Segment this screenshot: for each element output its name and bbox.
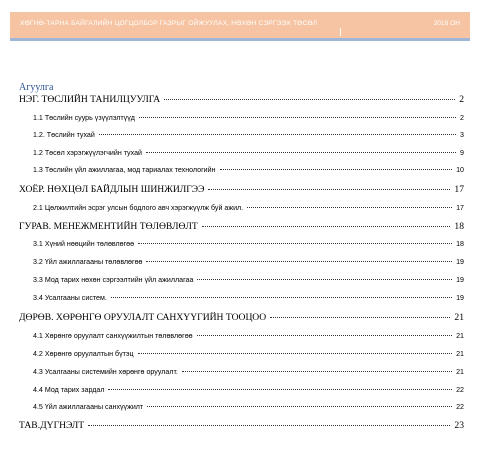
toc-entry-title: 3.3 Мод тарих нөхөн сэргээлтийн үйл ажиллагаа [33, 276, 194, 284]
toc-entry-1-2b[interactable] [33, 149, 464, 157]
dot-leader [138, 243, 452, 244]
toc-entry-4-4[interactable] [33, 386, 464, 394]
toc-entry-page: 3 [460, 131, 464, 139]
toc-entry-2-1[interactable] [33, 204, 464, 212]
toc-entry-page: 21 [456, 368, 464, 376]
toc-entry-title: 1.2 Төсөл хэрэгжүүлэгчийн тухай [33, 149, 142, 157]
toc-entry-3-4[interactable] [33, 294, 464, 302]
toc-entry-1-3[interactable] [33, 166, 464, 174]
toc-entry-title: 4.2 Хөрөнгө оруулалтын бүтэц [33, 350, 134, 358]
toc-entry-page: 19 [456, 258, 464, 266]
toc-entry-title: 3.1 Хүний нөөцийн төлөвлөгөө [33, 240, 135, 248]
toc-entry-title: ГУРАВ. МЕНЕЖМЕНТИЙН ТӨЛӨВЛӨЛТ [19, 221, 198, 232]
toc-entry-page: 22 [456, 403, 464, 411]
header-title: ХӨГНӨ-ТАРНА БАЙГАЛИЙН ЦОГЦОЛБОР ГАЗРЫГ ОЙЖУУЛАХ, НӨХӨН СЭРГЭЭХ ТӨСӨЛ [20, 20, 318, 27]
dot-leader [111, 297, 452, 298]
toc-entry-page: 18 [454, 221, 464, 232]
toc-entry-page: 19 [456, 276, 464, 284]
toc-entry-title: 4.4 Мод тарих зардал [33, 386, 105, 394]
dot-leader [99, 134, 456, 135]
toc-entry-title: 1.2. Төслийн тухай [33, 131, 95, 139]
toc-entry-page: 17 [454, 184, 464, 195]
toc-entry-3-1[interactable] [33, 240, 464, 248]
toc-entry-title: НЭГ. ТӨСЛИЙН ТАНИЛЦУУЛГА [19, 94, 161, 105]
toc-entry-3-2[interactable] [33, 258, 464, 266]
toc-entry-page: 2 [460, 114, 464, 122]
dot-leader [147, 406, 452, 407]
toc-entry-title: 2.1 Цөлжилтийн эсрэг улсын бодлого авч хэрэгжүүлж буй ажил. [33, 204, 244, 212]
dot-leader [197, 335, 453, 336]
toc-entry-title: ДӨРӨВ. ХӨРӨНГӨ ОРУУЛАЛТ САНХҮҮГИЙН ТООЦОО [19, 312, 267, 323]
dot-leader [146, 152, 456, 153]
toc-entry-chapter-1[interactable] [19, 94, 464, 105]
toc-entry-page: 9 [460, 149, 464, 157]
toc-entry-page: 22 [456, 386, 464, 394]
toc-heading: Агуулга [19, 82, 54, 93]
toc-entry-chapter-4[interactable] [19, 312, 464, 323]
toc-entry-page: 21 [456, 332, 464, 340]
dot-leader [164, 99, 455, 100]
dot-leader [138, 353, 453, 354]
dot-leader [146, 261, 452, 262]
toc-entry-page: 18 [456, 240, 464, 248]
toc-entry-page: 17 [456, 204, 464, 212]
dot-leader [108, 389, 452, 390]
toc-entry-page: 21 [454, 312, 464, 323]
toc-entry-4-1[interactable] [33, 332, 464, 340]
dot-leader [182, 371, 452, 372]
header-year: 2018 ОН [433, 20, 460, 27]
toc-entry-chapter-2[interactable] [19, 184, 464, 195]
dot-leader [88, 425, 450, 426]
toc-entry-title: 3.4 Усалгааны систем. [33, 294, 107, 302]
toc-entry-4-5[interactable] [33, 403, 464, 411]
toc-entry-title: 1.3 Төслийн үйл ажиллагаа, мод тариалах технологийн [33, 166, 216, 174]
toc-entry-1-1[interactable] [33, 114, 464, 122]
dot-leader [247, 207, 452, 208]
dot-leader [197, 279, 452, 280]
toc-entry-title: 4.3 Усалгааны системийн хөрөнгө оруулалт. [33, 368, 178, 376]
toc-entry-1-2[interactable] [33, 131, 464, 139]
toc-entry-page: 19 [456, 294, 464, 302]
dot-leader [220, 169, 453, 170]
toc-entry-title: ХОЁР. НӨХЦӨЛ БАЙДЛЫН ШИНЖИЛГЭЭ [19, 184, 205, 195]
toc-entry-page: 2 [459, 94, 464, 105]
dot-leader [202, 226, 451, 227]
toc-entry-page: 10 [456, 166, 464, 174]
toc-entry-page: 21 [456, 350, 464, 358]
dot-leader [139, 117, 456, 118]
toc-entry-chapter-3[interactable] [19, 221, 464, 232]
toc-entry-title: 1.1 Төслийн суурь үзүүлэлтүүд [33, 114, 135, 122]
toc-entry-chapter-5[interactable] [19, 420, 464, 431]
dot-leader [208, 189, 450, 190]
toc-entry-3-3[interactable] [33, 276, 464, 284]
toc-entry-title: ТАВ.ДҮГНЭЛТ [19, 420, 85, 431]
toc-entry-title: 4.5 Үйл ажиллагааны санхүүжилт [33, 403, 144, 411]
toc-entry-title: 3.2 Үйл ажиллагааны төлөвлөгөө [33, 258, 143, 266]
toc-entry-title: 4.1 Хөрөнгө оруулалт санхүүжилтын төлөвлөгөө [33, 332, 193, 340]
toc-entry-4-3[interactable] [33, 368, 464, 376]
toc-entry-page: 23 [454, 420, 464, 431]
dot-leader [270, 317, 450, 318]
toc-entry-4-2[interactable] [33, 350, 464, 358]
